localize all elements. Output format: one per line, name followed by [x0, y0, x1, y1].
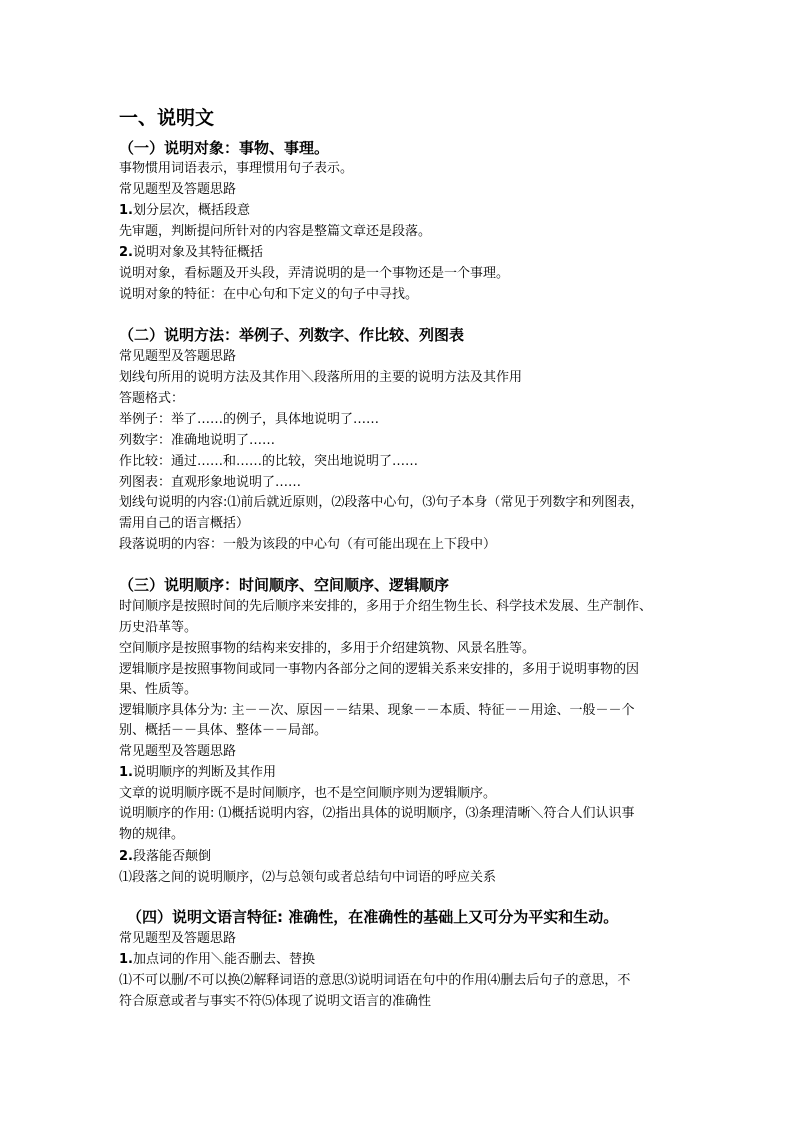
text-line: 常见题型及答题思路 — [119, 744, 237, 759]
text-line: 符合原意或者与事实不符⑸体现了说明文语言的准确性 — [119, 994, 432, 1009]
item-text: 说明对象及其特征概括 — [132, 245, 263, 260]
numbered-item — [119, 764, 276, 782]
item-number: 1. — [119, 952, 133, 967]
text-line: 举例子：举了……的例子，具体地说明了…… — [119, 412, 380, 427]
text-line: 文章的说明顺序既不是时间顺序，也不是空间顺序则为逻辑顺序。 — [119, 786, 497, 801]
text-line: 常见题型及答题思路 — [119, 182, 237, 197]
text-line: 作比较：通过……和……的比较，突出地说明了…… — [119, 454, 419, 469]
item-text: 说明顺序的判断及其作用 — [132, 765, 276, 780]
text-line: 答题格式： — [119, 391, 185, 406]
text-line: 常见题型及答题思路 — [119, 931, 237, 946]
numbered-item — [119, 202, 250, 220]
text-line: 逻辑顺序是按照事物间或同一事物内各部分之间的逻辑关系来安排的，多用于说明事物的因 — [119, 662, 640, 677]
text-line: 常见题型及答题思路 — [119, 349, 237, 364]
text-line: 逻辑顺序具体分为: 主－－次、原因－－结果、现象－－本质、特征－－用途、一般－－个 — [119, 703, 635, 718]
item-number: 1. — [119, 765, 133, 780]
text-line: 事物惯用词语表示，事理惯用句子表示。 — [119, 161, 354, 176]
text-line: 果、性质等。 — [119, 682, 198, 697]
item-number: 2. — [119, 849, 133, 864]
item-text: 划分层次，概括段意 — [132, 203, 250, 218]
section-heading-4: （四）说明文语言特征: 准确性，在准确性的基础上又可分为平实和生动。 — [127, 908, 619, 926]
text-line: 先审题，判断提问所针对的内容是整篇文章还是段落。 — [119, 224, 432, 239]
text-line: 说明对象的特征：在中心句和下定义的句子中寻找。 — [119, 287, 419, 302]
numbered-item — [119, 951, 315, 969]
text-line: 需用自己的语言概括） — [119, 516, 250, 531]
text-line: 划线句所用的说明方法及其作用＼段落所用的主要的说明方法及其作用 — [119, 370, 523, 385]
text-line: 时间顺序是按照时间的先后顺序来安排的，多用于介绍生物生长、科学技术发展、生产制作、 — [119, 599, 653, 614]
text-line: ⑴不可以删/不可以换⑵解释词语的意思⑶说明词语在句中的作用⑷删去后句子的意思，不 — [119, 973, 631, 988]
text-line: 说明对象，看标题及开头段，弄清说明的是一个事物还是一个事理。 — [119, 266, 510, 281]
section-heading-1: （一）说明对象：事物、事理。 — [119, 139, 330, 157]
page-title: 一、说明文 — [119, 107, 215, 129]
text-line: 划线句说明的内容:⑴前后就近原则，⑵段落中心句，⑶句子本身（常见于列数字和列图表， — [119, 495, 644, 510]
item-number: 2. — [119, 245, 133, 260]
text-line: 段落说明的内容：一般为该段的中心句（有可能出现在上下段中） — [119, 537, 497, 552]
numbered-item — [119, 244, 263, 262]
text-line: ⑴段落之间的说明顺序，⑵与总领句或者总结句中词语的呼应关系 — [119, 870, 497, 885]
text-line: 空间顺序是按照事物的结构来安排的，多用于介绍建筑物、风景名胜等。 — [119, 641, 536, 656]
text-line: 别、概括－－具体、整体－－局部。 — [119, 723, 328, 738]
text-line: 物的规律。 — [119, 827, 185, 842]
text-line: 列图表：直观形象地说明了…… — [119, 475, 302, 490]
section-heading-2: （二）说明方法：举例子、列数字、作比较、列图表 — [119, 326, 465, 344]
text-line: 说明顺序的作用: ⑴概括说明内容，⑵指出具体的说明顺序，⑶条理清晰＼符合人们认识事 — [119, 806, 635, 821]
item-text: 加点词的作用＼能否删去、替换 — [132, 952, 315, 967]
numbered-item — [119, 848, 211, 866]
item-text: 段落能否颠倒 — [132, 849, 211, 864]
item-number: 1. — [119, 203, 133, 218]
section-heading-3: （三）说明顺序：时间顺序、空间顺序、逻辑顺序 — [119, 576, 450, 594]
text-line: 历史沿革等。 — [119, 620, 198, 635]
text-line: 列数字：准确地说明了…… — [119, 433, 276, 448]
